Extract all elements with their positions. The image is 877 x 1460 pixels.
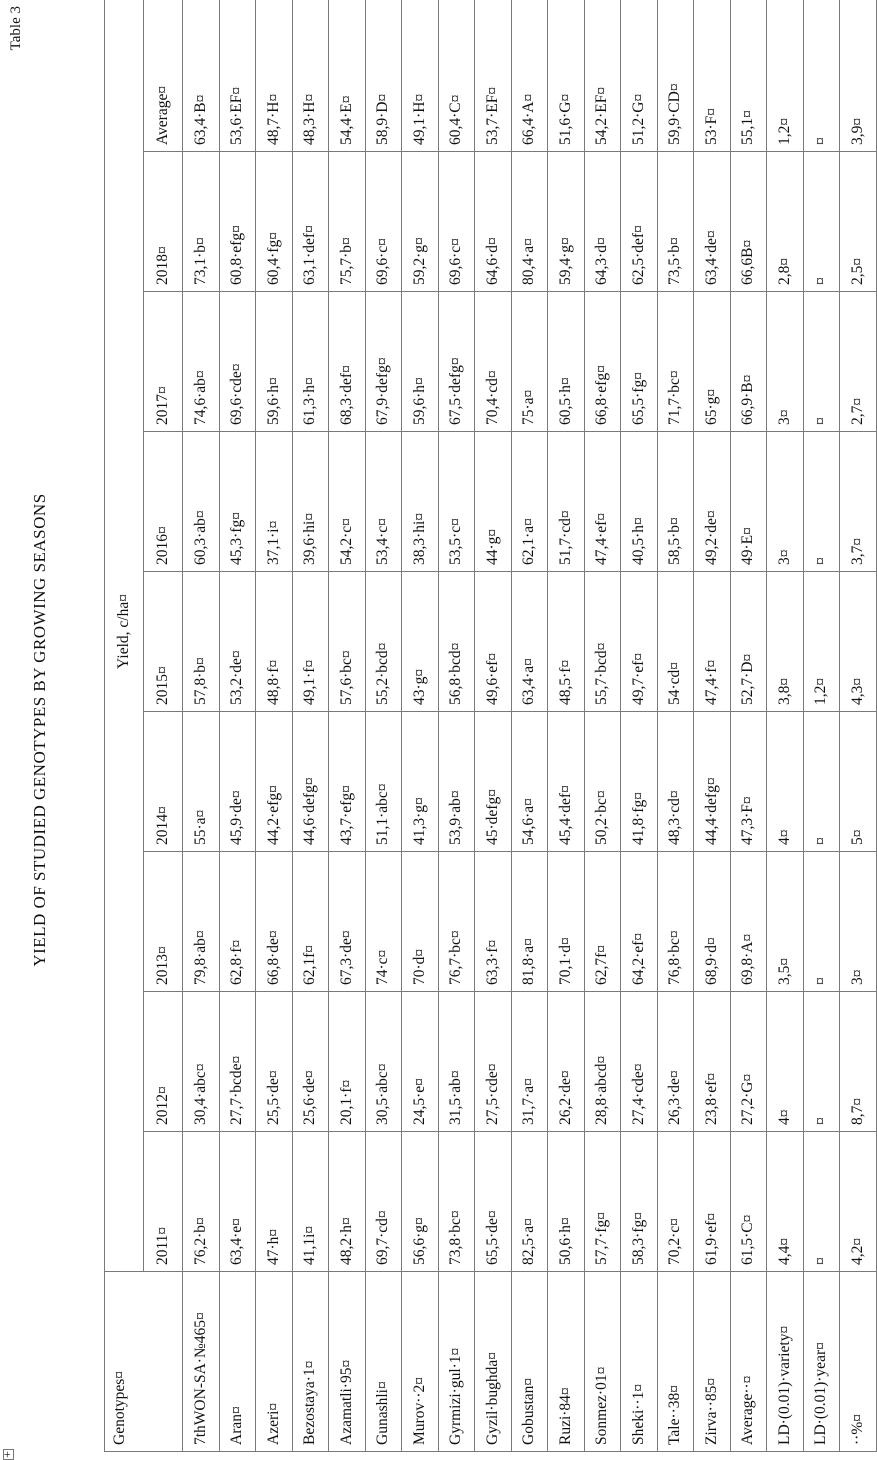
yield-cell: 49,1·f¤ (292, 572, 329, 712)
yield-cell: 73,1·b¤ (183, 152, 220, 292)
yield-cell: 26,3·de¤ (657, 992, 694, 1132)
average-cell: 55,1¤ (730, 0, 767, 152)
yield-cell: 2,7¤ (840, 292, 877, 432)
yield-cell: 20,1·f¤ (329, 992, 366, 1132)
yield-cell: 28,8·abcd¤ (584, 992, 621, 1132)
year-header: 2011¤ (144, 1132, 183, 1272)
table-row (329, 0, 366, 1452)
table-row (438, 0, 475, 1452)
yield-cell: 64,2·ef¤ (621, 852, 658, 992)
average-cell: 1,2¤ (767, 0, 804, 152)
average-header: Average¤ (144, 0, 183, 152)
genotype-cell: LD·(0.01)·year¤ (803, 1272, 840, 1452)
table-body (183, 0, 877, 1452)
yield-cell: 60,5·h¤ (548, 292, 585, 432)
average-cell: 3,9¤ (840, 0, 877, 152)
yield-cell: 47,4·ef¤ (584, 432, 621, 572)
yield-cell: 67,3·de¤ (329, 852, 366, 992)
average-cell: 63,4·B¤ (183, 0, 220, 152)
genotype-cell: Murov··2¤ (402, 1272, 439, 1452)
yield-cell: 68,3·def¤ (329, 292, 366, 432)
yield-cell: 3,7¤ (840, 432, 877, 572)
yield-cell: 70,1·d¤ (548, 852, 585, 992)
yield-cell: 69,7·cd¤ (365, 1132, 402, 1272)
yield-cell: 41,3·g¤ (402, 712, 439, 852)
yield-cell: 68,9·d¤ (694, 852, 731, 992)
yield-cell: 25,6·de¤ (292, 992, 329, 1132)
table-label: Table 3 (8, 6, 24, 51)
yield-cell: 41,1i¤ (292, 1132, 329, 1272)
yield-cell: 63,4·e¤ (219, 1132, 256, 1272)
average-cell: 49,1·H¤ (402, 0, 439, 152)
yield-cell: 45,3·fg¤ (219, 432, 256, 572)
average-cell: 53,7·EF¤ (475, 0, 512, 152)
yield-cell: ¤ (803, 432, 840, 572)
yield-cell: 70,4·cd¤ (475, 292, 512, 432)
yield-group-header: Yield, c/ha¤ (105, 0, 144, 1272)
yield-cell: 67,5·defg¤ (438, 292, 475, 432)
table-row (365, 0, 402, 1452)
yield-cell: 44,2·efg¤ (256, 712, 293, 852)
table-row (183, 0, 220, 1452)
table-row (584, 0, 621, 1452)
yield-cell: 53,9·ab¤ (438, 712, 475, 852)
yield-cell: 62,8·f¤ (219, 852, 256, 992)
average-cell: 53·F¤ (694, 0, 731, 152)
average-cell: 66,4·A¤ (511, 0, 548, 152)
header-row-years (144, 0, 183, 1452)
year-header: 2018¤ (144, 152, 183, 292)
yield-cell: 59,4·g¤ (548, 152, 585, 292)
yield-cell: 64,6·d¤ (475, 152, 512, 292)
yield-cell: 47,4·f¤ (694, 572, 731, 712)
yield-cell: 55,7·bcd¤ (584, 572, 621, 712)
year-header: 2013¤ (144, 852, 183, 992)
yield-cell: 51,7·cd¤ (548, 432, 585, 572)
yield-cell: 69,6·c¤ (365, 152, 402, 292)
yield-cell: 8,7¤ (840, 992, 877, 1132)
yield-cell: 71,7·bc¤ (657, 292, 694, 432)
yield-cell: 43·g¤ (402, 572, 439, 712)
yield-cell: 45,4·def¤ (548, 712, 585, 852)
table-row (803, 0, 840, 1452)
yield-cell: 53,2·de¤ (219, 572, 256, 712)
table-row (548, 0, 585, 1452)
year-header: 2016¤ (144, 432, 183, 572)
table-row (475, 0, 512, 1452)
yield-cell: ¤ (803, 1132, 840, 1272)
yield-cell: 4,4¤ (767, 1132, 804, 1272)
yield-cell: 82,5·a¤ (511, 1132, 548, 1272)
yield-cell: 47,3·F¤ (730, 712, 767, 852)
yield-cell: 57,8·b¤ (183, 572, 220, 712)
yield-cell: 58,5·b¤ (657, 432, 694, 572)
yield-cell: 48,3·cd¤ (657, 712, 694, 852)
yield-cell: 67,9·defg¤ (365, 292, 402, 432)
yield-cell: 30,5·abc¤ (365, 992, 402, 1132)
yield-cell: 50,6·h¤ (548, 1132, 585, 1272)
yield-cell: 59,6·h¤ (402, 292, 439, 432)
yield-cell: 44·g¤ (475, 432, 512, 572)
yield-cell: 74·c¤ (365, 852, 402, 992)
yield-cell: 69,6·cde¤ (219, 292, 256, 432)
yield-cell: 66,8·efg¤ (584, 292, 621, 432)
yield-cell: 60,4·fg¤ (256, 152, 293, 292)
yield-cell: 50,2·bc¤ (584, 712, 621, 852)
year-header: 2015¤ (144, 572, 183, 712)
yield-cell: 51,1·abc¤ (365, 712, 402, 852)
yield-cell: 40,5·h¤ (621, 432, 658, 572)
genotype-cell: Sonmez·01¤ (584, 1272, 621, 1452)
yield-cell: 48,2·h¤ (329, 1132, 366, 1272)
yield-cell: 49,7·ef¤ (621, 572, 658, 712)
yield-cell: 57,7·fg¤ (584, 1132, 621, 1272)
yield-cell: ¤ (803, 712, 840, 852)
table-row (511, 0, 548, 1452)
table-row (730, 0, 767, 1452)
yield-cell: ¤ (803, 992, 840, 1132)
yield-cell: 3¤ (840, 852, 877, 992)
average-cell: 48,7·H¤ (256, 0, 293, 152)
yield-cell: 61,9·ef¤ (694, 1132, 731, 1272)
table-row (767, 0, 804, 1452)
yield-cell: 76,2·b¤ (183, 1132, 220, 1272)
yield-cell: 3,8¤ (767, 572, 804, 712)
yield-cell: 59,6·h¤ (256, 292, 293, 432)
average-cell: 54,2·EF¤ (584, 0, 621, 152)
yield-cell: 54,2·c¤ (329, 432, 366, 572)
document-title: YIELD OF STUDIED GENOTYPES BY GROWING SEASONS (30, 493, 49, 967)
yield-cell: 55,2·bcd¤ (365, 572, 402, 712)
table-row (694, 0, 731, 1452)
table-row (621, 0, 658, 1452)
yield-cell: ¤ (803, 152, 840, 292)
yield-cell: 62,5·def¤ (621, 152, 658, 292)
average-cell: 60,4·C¤ (438, 0, 475, 152)
yield-cell: 1,2¤ (803, 572, 840, 712)
yield-cell: 79,8·ab¤ (183, 852, 220, 992)
yield-cell: 53,5·c¤ (438, 432, 475, 572)
yield-cell: 60,3·ab¤ (183, 432, 220, 572)
yield-cell: 73,5·b¤ (657, 152, 694, 292)
yield-cell: 24,5·e¤ (402, 992, 439, 1132)
yield-cell: 75,7·b¤ (329, 152, 366, 292)
yield-cell: 41,8·fg¤ (621, 712, 658, 852)
yield-cell: 62,1f¤ (292, 852, 329, 992)
yield-cell: 38,3·hi¤ (402, 432, 439, 572)
yield-cell: 30,4·abc¤ (183, 992, 220, 1132)
yield-cell: 49,6·ef¤ (475, 572, 512, 712)
yield-cell: 3¤ (767, 292, 804, 432)
yield-cell: 73,8·bc¤ (438, 1132, 475, 1272)
table-row (840, 0, 877, 1452)
yield-table (104, 0, 877, 1452)
yield-cell: 31,7·a¤ (511, 992, 548, 1132)
yield-cell: 53,4·c¤ (365, 432, 402, 572)
yield-cell: 45,9·de¤ (219, 712, 256, 852)
yield-cell: ¤ (803, 852, 840, 992)
genotype-cell: Average··¤ (730, 1272, 767, 1452)
yield-cell: 54,6·a¤ (511, 712, 548, 852)
average-cell: 58,9·D¤ (365, 0, 402, 152)
yield-cell: 61,3·h¤ (292, 292, 329, 432)
yield-cell: 54·cd¤ (657, 572, 694, 712)
yield-cell: 56,8·bcd¤ (438, 572, 475, 712)
year-header: 2012¤ (144, 992, 183, 1132)
genotype-cell: Sheki··1¤ (621, 1272, 658, 1452)
genotype-cell: Gunashli¤ (365, 1272, 402, 1452)
yield-cell: 37,1·i¤ (256, 432, 293, 572)
yield-cell: 3¤ (767, 432, 804, 572)
yield-cell: 70,2·c¤ (657, 1132, 694, 1272)
average-cell: 59,9·CD¤ (657, 0, 694, 152)
yield-cell: ¤ (803, 292, 840, 432)
genotype-cell: Gyzil·bughda¤ (475, 1272, 512, 1452)
yield-cell: 76,8·bc¤ (657, 852, 694, 992)
yield-cell: 2,5¤ (840, 152, 877, 292)
genotype-cell: LD·(0.01)·variety¤ (767, 1272, 804, 1452)
genotype-cell: Ruzi·84¤ (548, 1272, 585, 1452)
yield-cell: 2,8¤ (767, 152, 804, 292)
yield-cell: 57,6·bc¤ (329, 572, 366, 712)
yield-cell: 48,5·f¤ (548, 572, 585, 712)
yield-cell: 61,5·C¤ (730, 1132, 767, 1272)
yield-cell: 49·E¤ (730, 432, 767, 572)
genotype-cell: Tale··38¤ (657, 1272, 694, 1452)
yield-cell: 64,3·d¤ (584, 152, 621, 292)
yield-cell: 25,5·de¤ (256, 992, 293, 1132)
yield-cell: 76,7·bc¤ (438, 852, 475, 992)
yield-cell: 52,7·D¤ (730, 572, 767, 712)
yield-cell: 63,4·a¤ (511, 572, 548, 712)
yield-cell: 27,5·cde¤ (475, 992, 512, 1132)
average-cell: 48,3·H¤ (292, 0, 329, 152)
genotype-cell: Gyrmizi·gul·1¤ (438, 1272, 475, 1452)
genotype-cell: ··%¤ (840, 1272, 877, 1452)
yield-cell: 27,2·G¤ (730, 992, 767, 1132)
yield-cell: 4,3¤ (840, 572, 877, 712)
yield-cell: 48,8·f¤ (256, 572, 293, 712)
yield-cell: 31,5·ab¤ (438, 992, 475, 1132)
genotype-cell: Azamatli·95¤ (329, 1272, 366, 1452)
yield-cell: 69,8·A¤ (730, 852, 767, 992)
yield-cell: 62,7f¤ (584, 852, 621, 992)
average-cell: 54,4·E¤ (329, 0, 366, 152)
genotypes-header: Genotypes¤ (105, 1272, 183, 1452)
yield-cell: 65·g¤ (694, 292, 731, 432)
yield-cell: 3,5¤ (767, 852, 804, 992)
yield-cell: 58,3·fg¤ (621, 1132, 658, 1272)
table-row (292, 0, 329, 1452)
table-row (402, 0, 439, 1452)
genotype-cell: Gobustan¤ (511, 1272, 548, 1452)
yield-cell: 5¤ (840, 712, 877, 852)
yield-cell: 4,2¤ (840, 1132, 877, 1272)
yield-cell: 70·d¤ (402, 852, 439, 992)
yield-cell: 65,5·de¤ (475, 1132, 512, 1272)
yield-cell: 62,1·a¤ (511, 432, 548, 572)
yield-cell: 27,4·cde¤ (621, 992, 658, 1132)
yield-cell: 63,1·def¤ (292, 152, 329, 292)
average-cell: 51,6·G¤ (548, 0, 585, 152)
yield-cell: 69,6·c¤ (438, 152, 475, 292)
yield-cell: 23,8·ef¤ (694, 992, 731, 1132)
genotype-cell: Zirva··85¤ (694, 1272, 731, 1452)
year-header: 2014¤ (144, 712, 183, 852)
yield-cell: 63,4·de¤ (694, 152, 731, 292)
yield-cell: 56,6·g¤ (402, 1132, 439, 1272)
genotype-cell: 7thWON-SA·№465¤ (183, 1272, 220, 1452)
yield-cell: 44,6·defg¤ (292, 712, 329, 852)
yield-cell: 80,4·a¤ (511, 152, 548, 292)
yield-cell: 49,2·de¤ (694, 432, 731, 572)
table-row (219, 0, 256, 1452)
yield-cell: 74,6·ab¤ (183, 292, 220, 432)
genotype-cell: Aran¤ (219, 1272, 256, 1452)
yield-cell: 4¤ (767, 712, 804, 852)
yield-cell: 66,8·de¤ (256, 852, 293, 992)
yield-cell: 75·a¤ (511, 292, 548, 432)
table-row (657, 0, 694, 1452)
yield-cell: 81,8·a¤ (511, 852, 548, 992)
genotype-cell: Azeri¤ (256, 1272, 293, 1452)
yield-cell: 43,7·efg¤ (329, 712, 366, 852)
table-row (256, 0, 293, 1452)
yield-cell: 66,9·B¤ (730, 292, 767, 432)
yield-cell: 39,6·hi¤ (292, 432, 329, 572)
yield-cell: 59,2·g¤ (402, 152, 439, 292)
yield-cell: 4¤ (767, 992, 804, 1132)
yield-cell: 47·h¤ (256, 1132, 293, 1272)
average-cell: 53,6·EF¤ (219, 0, 256, 152)
header-row-top (105, 0, 144, 1452)
yield-cell: 55·a¤ (183, 712, 220, 852)
yield-cell: 26,2·de¤ (548, 992, 585, 1132)
average-cell: ¤ (803, 0, 840, 152)
yield-cell: 63,3·f¤ (475, 852, 512, 992)
average-cell: 51,2·G¤ (621, 0, 658, 152)
year-header: 2017¤ (144, 292, 183, 432)
table-expand-handle-icon[interactable]: + (3, 1450, 13, 1459)
genotype-cell: Bezostaya·1¤ (292, 1272, 329, 1452)
yield-cell: 44,4·defg¤ (694, 712, 731, 852)
yield-cell: 66,6B¤ (730, 152, 767, 292)
yield-cell: 45·defg¤ (475, 712, 512, 852)
yield-cell: 27,7·bcde¤ (219, 992, 256, 1132)
yield-cell: 65,5·fg¤ (621, 292, 658, 432)
yield-cell: 60,8·efg¤ (219, 152, 256, 292)
